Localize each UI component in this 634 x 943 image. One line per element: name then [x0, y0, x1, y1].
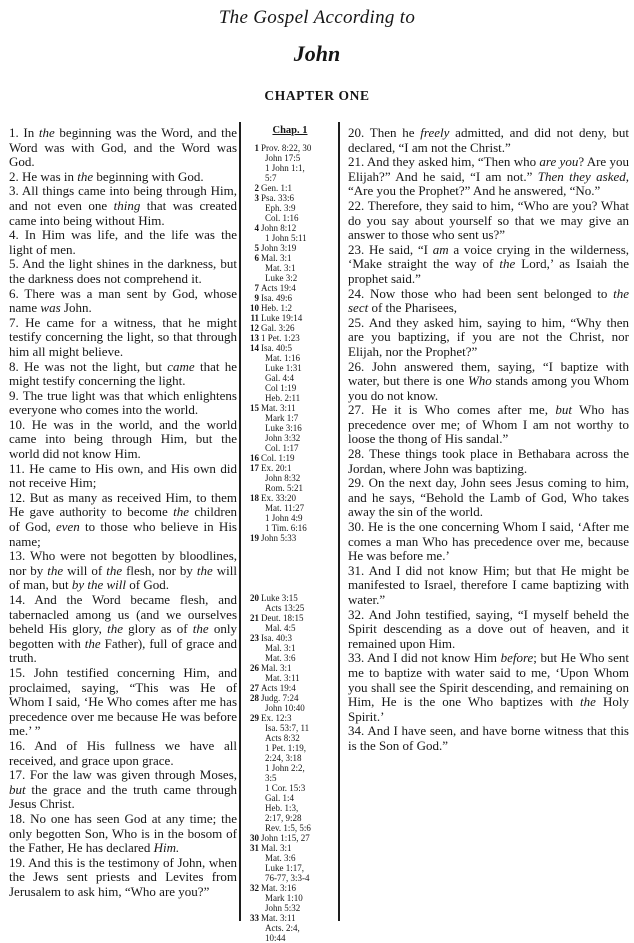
ref-entry-27 [244, 683, 336, 693]
verse-32: 32. And John testified, saying, “I myself beheld the Spirit descending as a dove out of heaven, and it remained upon Him. [348, 606, 629, 651]
ref-citation: Mat. 3:1 [265, 263, 296, 273]
verse-4: 4. In Him was life, and the life was the light of men. [9, 227, 238, 257]
ref-citation: Isa. 40:5 [261, 343, 292, 353]
ref-citation: 2:24, 3:18 [265, 753, 302, 763]
verse-number: 20. [348, 125, 370, 140]
verse-number: 8. [9, 358, 25, 374]
ref-citation: John 3:19 [261, 243, 297, 253]
ref-citation: John 5:33 [261, 533, 297, 543]
verse-number: 21. [348, 154, 367, 170]
ref-verse-number: 4 [254, 223, 259, 233]
ref-citation: John 3:32 [265, 433, 301, 443]
ref-entry-3 [244, 193, 336, 223]
ref-citation: 3:5 [265, 773, 277, 783]
ref-entry-4 [244, 223, 336, 243]
ref-citation: Luke 3:15 [261, 593, 298, 603]
verse-23: 23. He said, “I am a voice crying in the wilderness, ‘Make straight the way of the Lord,’ as Isaiah the prophet said.” [348, 241, 630, 286]
ref-entry-9 [244, 293, 336, 303]
verse-number: 2. [9, 168, 22, 184]
verse-21: 21. And they asked him, “Then who are you? Are you Elijah?” And he said, “I am not.” Then they asked, “Are you the Prophet?” And he answered, “No.” [348, 154, 629, 199]
refs-block-1 [244, 143, 336, 543]
verse-number: 16. [9, 737, 35, 753]
ref-citation: Heb. 1:2 [261, 303, 292, 313]
ref-entry-11 [244, 313, 336, 323]
ref-verse-number: 13 [250, 333, 259, 343]
verse-7: 7. He came for a witness, that he might testify concerning the light, so that through him all might believe. [9, 314, 238, 359]
ref-verse-number: 20 [250, 593, 259, 603]
ref-citation: 1 John 1:1, [265, 163, 305, 173]
ref-citation: Col. 1:16 [265, 213, 299, 223]
text-columns [0, 122, 634, 943]
verse-22: 22. Therefore, they said to him, “Who are you? What do you say about yourself so that we may give an answer to those who sent us?” [348, 197, 630, 243]
ref-entry-12 [244, 323, 336, 333]
ref-citation: John 5:32 [265, 903, 301, 913]
verse-34: 34. And I have seen, and have borne witness that this is the Son of God.” [348, 723, 629, 753]
ref-verse-number: 30 [250, 833, 259, 843]
verse-9: 9. The true light was that which enlightens everyone who comes into the world. [9, 387, 237, 418]
ref-citation: Gen. 1:1 [261, 183, 292, 193]
verse-number: 13. [9, 548, 30, 564]
ref-citation: John 8:32 [265, 473, 301, 483]
verse-14: 14. And the Word became flesh, and tabernacled among us (and we ourselves beheld His glory, the glory as of the only begotten with the Father), full of grace and truth. [9, 592, 237, 666]
ref-citation: Acts 19:4 [261, 683, 296, 693]
verse-number: 10. [9, 416, 32, 432]
verse-20: 20. Then he freely admitted, and did not deny, but declared, “I am not the Christ.” [348, 125, 630, 155]
ref-citation: Ex. 12:3 [261, 713, 292, 723]
ref-entry-7 [244, 283, 336, 293]
ref-citation: Luke 1:31 [265, 363, 302, 373]
ref-citation: Mal. 3:1 [265, 643, 296, 653]
verse-number: 24. [348, 285, 370, 301]
verse-1: 1. In the beginning was the Word, and the Word was with God, and the Word was God. [9, 125, 237, 170]
verse-number: 26. [348, 358, 372, 374]
verse-17: 17. For the law was given through Moses, but the grace and the truth came through Jesus Christ. [9, 767, 238, 812]
ref-verse-number: 19 [250, 533, 259, 543]
verse-number: 11. [9, 460, 30, 476]
ref-verse-number: 29 [250, 713, 259, 723]
ref-entry-5 [244, 243, 336, 253]
ref-entry-15 [244, 403, 336, 453]
ref-citation: Mat. 3:11 [261, 403, 296, 413]
ref-citation: Col. 1:17 [265, 443, 299, 453]
ref-citation: Prov. 8:22, 30 [261, 143, 312, 153]
ref-verse-number: 3 [254, 193, 259, 203]
ref-entry-29 [244, 713, 336, 833]
ref-citation: Mat. 11:27 [265, 503, 305, 513]
verse-number: 34. [348, 723, 368, 739]
verse-5: 5. And the light shines in the darkness, but the darkness does not comprehend it. [9, 256, 237, 286]
cross-reference-column [241, 122, 338, 943]
verse-number: 32. [348, 606, 369, 622]
ref-verse-number: 28 [250, 693, 259, 703]
ref-citation: Heb. 2:11 [265, 393, 301, 403]
verse-31: 31. And I did not know Him; but that He might be manifested to Israel, therefore I came baptizing with water.” [348, 562, 629, 607]
ref-citation: Rom. 5:21 [265, 483, 304, 493]
book-title: John [293, 41, 341, 66]
ref-entry-1 [244, 143, 336, 183]
page-header [0, 0, 634, 104]
ref-verse-number: 27 [250, 683, 259, 693]
verse-number: 14. [9, 592, 35, 607]
ref-citation: 1 John 5:11 [265, 233, 307, 243]
ref-citation: John 17:5 [265, 153, 301, 163]
ref-verse-number: 15 [250, 403, 259, 413]
verse-number: 25. [348, 314, 369, 330]
ref-citation: Judg. 7:24 [261, 693, 299, 703]
book-supertitle: The Gospel According to [218, 7, 416, 28]
ref-citation: 2:17, 9:28 [265, 813, 302, 823]
ref-citation: Mat. 3:16 [261, 883, 296, 893]
verse-number: 12. [9, 489, 30, 505]
ref-verse-number: 10 [250, 303, 259, 313]
ref-citation: 1 Pet. 1:19, [265, 743, 307, 753]
verse-number: 19. [9, 854, 29, 870]
ref-verse-number: 31 [250, 843, 259, 853]
verse-18: 18. No one has seen God at any time; the only begotten Son, Who is in the bosom of the Father, He has declared Him. [9, 810, 237, 856]
ref-verse-number: 12 [250, 323, 259, 333]
ref-citation: Mat. 3:6 [265, 853, 296, 863]
ref-verse-number: 7 [254, 283, 259, 293]
ref-entry-28 [244, 693, 336, 713]
ref-citation: 1 John 2:2, [265, 763, 305, 773]
verse-number: 15. [9, 664, 34, 680]
ref-citation: Mat. 1:16 [265, 353, 300, 363]
ref-verse-number: 6 [254, 253, 259, 263]
ref-citation: Mal. 4:5 [265, 623, 296, 633]
ref-citation: 1 Pet. 1:23 [261, 333, 300, 343]
ref-citation: Isa. 40:3 [261, 633, 292, 643]
ref-citation: Mat. 3:11 [265, 673, 300, 683]
ref-entry-14 [244, 343, 336, 403]
ref-verse-number: 9 [254, 293, 259, 303]
verse-15: 15. John testified concerning Him, and proclaimed, saying, “This was He of Whom I said, ‘He Who comes after me has precedence over me because He was before me.’ ” [9, 664, 237, 739]
ref-entry-30 [244, 833, 336, 843]
refs-spacer [244, 543, 336, 593]
verse-6: 6. There was a man sent by God, whose name was John. [9, 285, 237, 316]
verse-number: 29. [348, 475, 369, 491]
verse-number: 9. [9, 387, 23, 403]
ref-verse-number: 14 [250, 343, 259, 353]
ref-entry-31 [244, 843, 336, 883]
verse-number: 5. [9, 256, 23, 272]
verse-16: 16. And of His fullness we have all received, and grace upon grace. [9, 737, 237, 768]
ref-citation: Luke 3:2 [265, 273, 298, 283]
verse-number: 31. [348, 562, 369, 578]
ref-citation: Gal. 4:4 [265, 373, 294, 383]
ref-verse-number: 33 [250, 913, 259, 923]
ref-citation: Acts 19:4 [261, 283, 296, 293]
ref-citation: Acts 8:32 [265, 733, 300, 743]
ref-entry-16 [244, 453, 336, 463]
verse-8: 8. He was not the light, but came that he might testify concerning the light. [9, 358, 237, 389]
verse-26: 26. John answered them, saying, “I baptize with water, but there is one Who stands among you Whom you do not know. [348, 358, 630, 403]
verse-number: 7. [9, 314, 26, 330]
ref-citation: Ex. 20:1 [261, 463, 292, 473]
ref-citation: 76-77, 3:3-4 [265, 873, 310, 883]
verse-29: 29. On the next day, John sees Jesus coming to him, and he says, “Behold the Lamb of God, Who takes away the sin of the world. [348, 475, 630, 520]
ref-citation: Rev. 1:5, 5:6 [265, 823, 311, 833]
verse-number: 17. [9, 767, 30, 783]
ref-citation: 1 John 4:9 [265, 513, 303, 523]
ref-entry-13 [244, 333, 336, 343]
ref-entry-26 [244, 663, 336, 683]
verse-28: 28. These things took place in Bethabara across the Jordan, where John was baptizing. [348, 446, 630, 476]
ref-citation: Mark 1:7 [265, 413, 299, 423]
ref-citation: Col. 1:19 [261, 453, 295, 463]
verse-number: 28. [348, 446, 370, 462]
ref-citation: John 1:15, 27 [261, 833, 310, 843]
ref-citation: 10:44 [265, 933, 286, 943]
ref-citation: Heb. 1:3, [265, 803, 299, 813]
ref-verse-number: 23 [250, 633, 259, 643]
refs-block-2 [244, 593, 336, 943]
ref-citation: 1 Tim. 6:16 [265, 523, 307, 533]
ref-citation: Mat. 3:11 [261, 913, 296, 923]
ref-citation: Gal. 1:4 [265, 793, 294, 803]
ref-citation: John 8:12 [261, 223, 297, 233]
chapter-heading: CHAPTER ONE [264, 88, 370, 103]
left-text-column [0, 122, 239, 921]
ref-entry-18 [244, 493, 336, 533]
ref-verse-number: 1 [254, 143, 259, 153]
verse-2: 2. He was in the beginning with God. [9, 168, 204, 184]
ref-citation: Mat. 3:6 [265, 653, 296, 663]
verse-number: 18. [9, 810, 31, 826]
verse-33: 33. And I did not know Him before; but He Who sent me to baptize with water said to me, ‘Upon Whom you shall see the Spirit descending, and remaining on Him, He is the one Who baptizes with the Holy Spirit.’ [348, 650, 629, 724]
ref-citation: 5:7 [265, 173, 277, 183]
ref-citation: Acts 13:25 [265, 603, 305, 613]
verse-number: 27. [348, 402, 372, 418]
ref-citation: Isa. 53:7, 11 [265, 723, 310, 733]
ref-citation: Luke 1:17, [265, 863, 304, 873]
ref-entry-20 [244, 593, 336, 613]
verse-number: 4. [9, 227, 25, 243]
verse-25: 25. And they asked him, saying to him, “Why then are you baptizing, if you are not the Christ, nor Elijah, nor the Prophet?” [348, 314, 629, 359]
ref-verse-number: 11 [250, 313, 259, 323]
refs-column-header: Chap. 1 [272, 125, 308, 136]
ref-entry-33 [244, 913, 336, 943]
ref-verse-number: 2 [254, 183, 259, 193]
verse-number: 33. [348, 650, 368, 666]
verse-19: 19. And this is the testimony of John, when the Jews sent priests and Levites from Jerusalem to ask him, “Who are you?” [9, 854, 237, 899]
ref-entry-21 [244, 613, 336, 633]
ref-verse-number: 32 [250, 883, 259, 893]
verse-11: 11. He came to His own, and His own did not receive Him; [9, 460, 237, 491]
ref-entry-6 [244, 253, 336, 283]
verse-number: 1. [9, 125, 24, 140]
ref-verse-number: 26 [250, 663, 259, 673]
ref-citation: Mal. 3:1 [261, 253, 292, 263]
ref-verse-number: 18 [250, 493, 259, 503]
ref-entry-17 [244, 463, 336, 493]
ref-citation: 1 Cor. 15:3 [265, 783, 306, 793]
ref-citation: Mark 1:10 [265, 893, 303, 903]
ref-entry-10 [244, 303, 336, 313]
ref-citation: Mal. 3:1 [261, 663, 292, 673]
ref-citation: Ex. 33:20 [261, 493, 296, 503]
ref-verse-number: 17 [250, 463, 259, 473]
right-text-column [340, 122, 634, 921]
verse-number: 30. [348, 519, 368, 535]
ref-citation: Psa. 33:6 [261, 193, 295, 203]
ref-citation: Luke 19:14 [261, 313, 303, 323]
verse-number: 6. [9, 285, 25, 301]
ref-citation: Mal. 3:1 [261, 843, 292, 853]
ref-citation: John 10:40 [265, 703, 305, 713]
ref-entry-23 [244, 633, 336, 663]
ref-verse-number: 5 [254, 243, 259, 253]
verse-10: 10. He was in the world, and the world came into being through Him, but the world did not know Him. [9, 416, 237, 462]
verse-13: 13. Who were not begotten by bloodlines, nor by the will of the flesh, nor by the will of man, but by the will of God. [9, 548, 237, 593]
verse-24: 24. Now those who had been sent belonged to the sect of the Pharisees, [348, 285, 629, 316]
ref-citation: Gal. 3:26 [261, 323, 295, 333]
ref-citation: Acts. 2:4, [265, 923, 300, 933]
ref-citation: Deut. 18:15 [261, 613, 304, 623]
ref-verse-number: 16 [250, 453, 259, 463]
verse-number: 22. [348, 197, 368, 213]
ref-entry-19 [244, 533, 336, 543]
ref-entry-32 [244, 883, 336, 913]
ref-entry-2 [244, 183, 336, 193]
ref-citation: Eph. 3:9 [265, 203, 296, 213]
verse-12: 12. But as many as received Him, to them He gave authority to become the children of God, even to those who believe in His name; [9, 489, 238, 549]
ref-citation: Col 1:19 [265, 383, 297, 393]
ref-verse-number: 21 [250, 613, 259, 623]
verse-number: 23. [348, 241, 369, 257]
verse-number: 3. [9, 183, 22, 199]
verse-27: 27. He it is Who comes after me, but Who has precedence over me; of Whom I am not worthy to loose the thong of His sandal.” [348, 402, 630, 447]
verse-30: 30. He is the one concerning Whom I said, ‘After me comes a man Who has precedence over me, because He was before me.’ [348, 519, 630, 564]
verse-3: 3. All things came into being through Him, and not even one thing that was created came into being without Him. [9, 183, 237, 228]
ref-citation: Isa. 49:6 [261, 293, 292, 303]
ref-citation: Luke 3:16 [265, 423, 302, 433]
